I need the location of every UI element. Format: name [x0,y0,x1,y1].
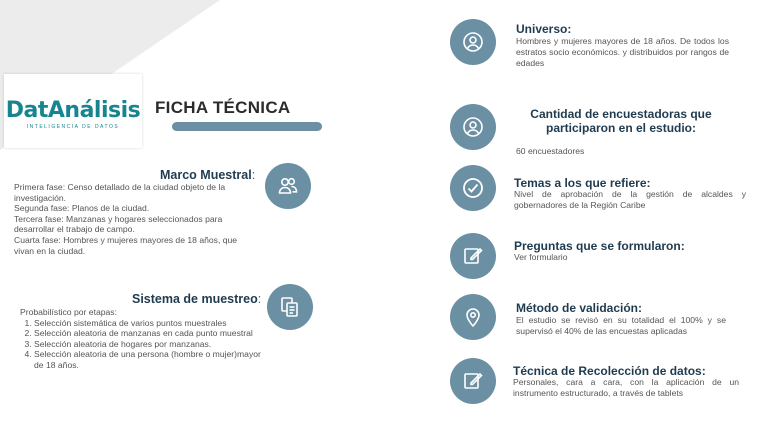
universo-text: Hombres y mujeres mayores de 18 años. De todos los estratos socio económicos. y distribuidos por rangos de edades [516,36,729,68]
marco-line-3: Tercera fase: Manzanas y hogares seleccionados para desarrollar el trabajo de campo. [14,213,223,235]
preguntas-title: Preguntas que se formularon: [514,239,685,253]
list-item: 2. Selección aleatoria de manzanas en cada punto muestral [34,328,265,339]
logo [4,74,142,148]
person-icon [450,104,496,150]
marco-muestral-text [14,182,254,256]
temas-text: Nivel de aprobación de la gestión de alcaldes y gobernadores de la Región Caribe [514,189,746,210]
logo-tagline: INTELIGENCIA DE DATOS [26,124,120,130]
edit-icon [450,358,496,404]
cantidad-text: 60 encuestadores [516,146,585,156]
tecnica-text: Personales, cara a cara, con la aplicación de un instrumento estructurado, a través de tablets [513,377,739,398]
list-item: 1. Selección sistemática de varios puntos muestrales [34,318,265,329]
list-item: 4. Selección aleatoria de una persona (hombre o mujer)mayor de 18 años. [34,349,265,370]
people-icon [265,163,311,209]
preguntas-text: Ver formulario [514,252,568,262]
metodo-title: Método de validación: [516,301,643,315]
list-item: 3. Selección aleatoria de hogares por manzanas. [34,339,265,350]
cantidad-title: Cantidad de encuestadoras que participaron en el estudio: [530,107,712,135]
marco-muestral-colon: : [251,168,256,182]
metodo-text: El estudio se revisó en su totalidad el 100% y se supervisó el 40% de las encuestas aplicadas [516,315,726,336]
page-title: FICHA TÉCNICA [155,98,291,117]
sistema-muestreo-title-text: Sistema de muestreo [132,292,258,306]
sistema-muestreo-title [132,292,261,306]
sistema-intro: Probabilístico por etapas: [20,307,117,317]
marco-line-2: Segunda fase: Planos de la ciudad. [14,203,150,214]
marco-line-1: Primera fase: Censo detallado de la ciudad objeto de la investigación. [14,182,226,203]
marco-line-4: Cuarta fase: Hombres y mujeres mayores de 18 años, que vivan en la ciudad. [14,234,238,256]
location-pin-icon [450,294,496,340]
edit-icon [450,233,496,279]
tecnica-title: Técnica de Recolección de datos: [513,364,706,378]
sistema-list [14,318,265,371]
logo-name: DatAnálisis [5,98,141,123]
sistema-muestreo-colon: : [257,292,262,306]
documents-icon [267,284,313,330]
check-icon [450,165,496,211]
universo-title: Universo: [516,22,572,36]
temas-title: Temas a los que refiere: [514,176,651,190]
title-underline-bar [172,122,322,131]
marco-muestral-title [160,168,255,182]
sistema-muestreo-text [20,307,265,371]
person-icon [450,19,496,65]
marco-muestral-title-text: Marco Muestral [160,168,252,182]
